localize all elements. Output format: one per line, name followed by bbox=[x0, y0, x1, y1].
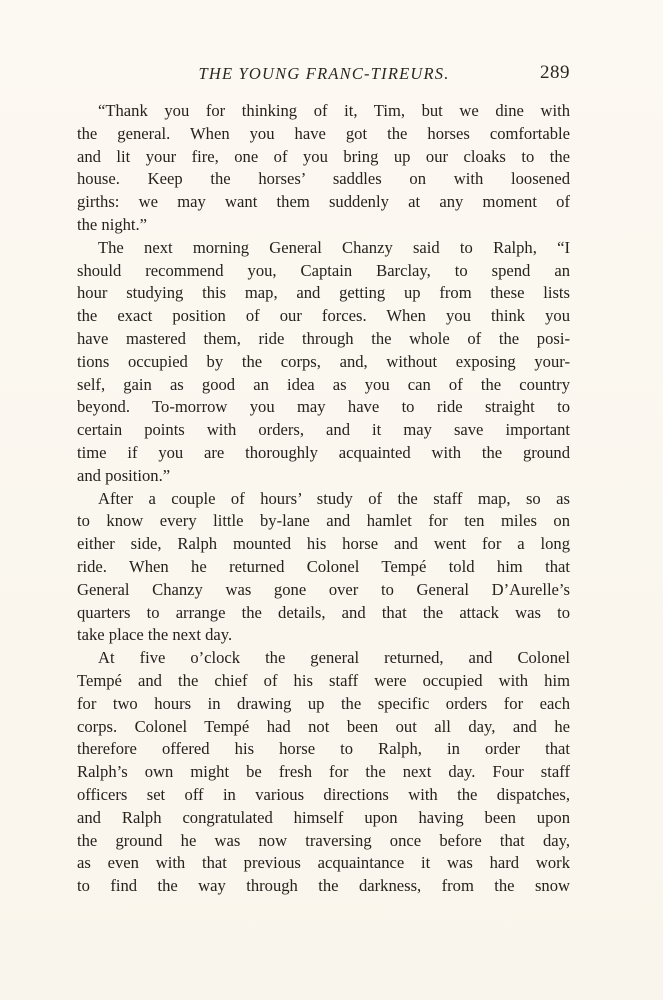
text-line: officers set off in various directions with the dispatches, bbox=[77, 784, 570, 804]
running-head: THE YOUNG FRANC-TIREURS. bbox=[198, 64, 450, 83]
text-line: for two hours in drawing up the specific orders for each bbox=[77, 693, 570, 713]
text-line: the exact position of our forces. When you think you bbox=[77, 306, 570, 326]
text-line: corps. Colonel Tempé had not been out all day, and he bbox=[77, 716, 570, 736]
text-line: At five o’clock the general returned, and Colonel bbox=[98, 648, 570, 668]
text-line: have mastered them, ride through the whole of the posi- bbox=[77, 328, 570, 348]
text-line: certain points with orders, and it may save important bbox=[77, 420, 570, 440]
text-line: take place the next day. bbox=[77, 625, 233, 645]
body-text bbox=[77, 100, 570, 898]
text-line: to know every little by-lane and hamlet for ten miles on bbox=[77, 511, 570, 531]
text-line: time if you are thoroughly acquainted with the ground bbox=[77, 442, 570, 462]
text-line: should recommend you, Captain Barclay, to spend an bbox=[77, 260, 570, 280]
page-number: 289 bbox=[540, 62, 570, 83]
text-line: and Ralph congratulated himself upon having been upon bbox=[77, 807, 570, 827]
text-line: quarters to arrange the details, and that the attack was to bbox=[77, 602, 570, 622]
text-line: tions occupied by the corps, and, without exposing your- bbox=[77, 351, 570, 371]
text-line: house. Keep the horses’ saddles on with loosened bbox=[77, 169, 570, 189]
text-line: either side, Ralph mounted his horse and went for a long bbox=[77, 534, 570, 554]
text-line: as even with that previous acquaintance it was hard work bbox=[77, 853, 570, 873]
page-header bbox=[78, 62, 570, 90]
text-line: self, gain as good an idea as you can of the country bbox=[77, 374, 570, 394]
text-line: General Chanzy was gone over to General D’Aurelle’s bbox=[77, 579, 570, 599]
text-line: Ralph’s own might be fresh for the next day. Four staff bbox=[77, 762, 570, 782]
text-line: After a couple of hours’ study of the staff map, so as bbox=[98, 488, 570, 508]
text-line: hour studying this map, and getting up from these lists bbox=[77, 283, 570, 303]
text-line: girths: we may want them suddenly at any moment of bbox=[77, 192, 570, 212]
text-line: to find the way through the darkness, from the snow bbox=[77, 876, 570, 896]
text-line: and lit your fire, one of you bring up our cloaks to the bbox=[77, 146, 570, 166]
text-line: the general. When you have got the horses comfortable bbox=[77, 123, 570, 143]
text-line: ride. When he returned Colonel Tempé told him that bbox=[77, 556, 570, 576]
text-line: the night.” bbox=[77, 214, 148, 234]
text-line: the ground he was now traversing once before that day, bbox=[77, 830, 570, 850]
text-line: Tempé and the chief of his staff were occupied with him bbox=[77, 670, 570, 690]
text-line: beyond. To-morrow you may have to ride straight to bbox=[77, 397, 570, 417]
text-line: “Thank you for thinking of it, Tim, but we dine with bbox=[98, 101, 570, 120]
text-line: The next morning General Chanzy said to Ralph, “I bbox=[98, 237, 570, 257]
text-line: therefore offered his horse to Ralph, in order that bbox=[77, 739, 570, 759]
text-line: and position.” bbox=[77, 465, 171, 485]
